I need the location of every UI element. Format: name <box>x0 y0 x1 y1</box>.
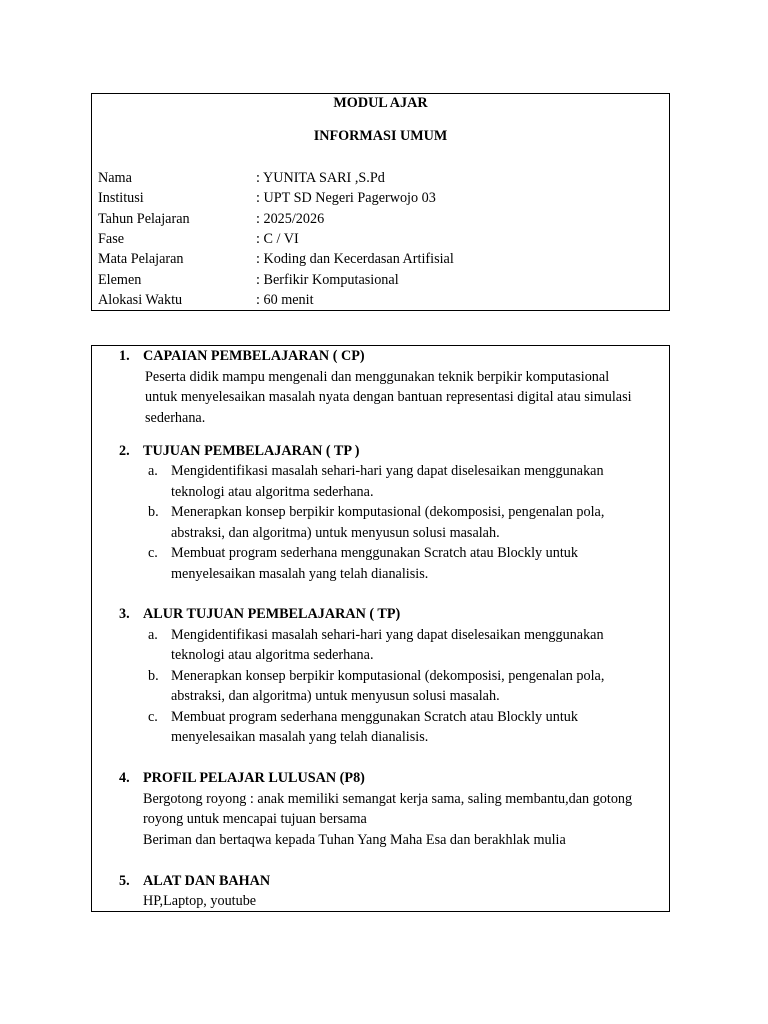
field-label-fase: Fase <box>98 231 125 247</box>
field-label-elemen: Elemen <box>98 272 142 288</box>
section-number-1: 1. <box>119 348 130 364</box>
section-text-line: HP,Laptop, youtube <box>143 893 257 909</box>
list-marker: c. <box>148 709 158 725</box>
field-value-nama: : YUNITA SARI ,S.Pd <box>256 170 385 186</box>
field-label-tahun-pelajaran: Tahun Pelajaran <box>98 211 190 227</box>
list-item-line: Menerapkan konsep berpikir komputasional (dekomposisi, pengenalan pola, <box>171 668 605 684</box>
list-item-line: Mengidentifikasi masalah sehari-hari yang dapat diselesaikan menggunakan <box>171 463 604 479</box>
section-number-4: 4. <box>119 770 130 786</box>
list-item-line: teknologi atau algoritma sederhana. <box>171 484 374 500</box>
list-item-line: Mengidentifikasi masalah sehari-hari yang dapat diselesaikan menggunakan <box>171 627 604 643</box>
section-text-line: Bergotong royong : anak memiliki semangat kerja sama, saling membantu,dan gotong <box>143 791 633 807</box>
section-text-line: untuk menyelesaikan masalah nyata dengan bantuan representasi digital atau simulasi <box>145 389 632 405</box>
list-item-line: menyelesaikan masalah yang telah dianalisis. <box>171 729 429 745</box>
field-value-elemen: : Berfikir Komputasional <box>256 272 399 288</box>
field-value-alokasi-waktu: : 60 menit <box>256 292 314 308</box>
list-item-line: Menerapkan konsep berpikir komputasional (dekomposisi, pengenalan pola, <box>171 504 605 520</box>
section-number-2: 2. <box>119 443 130 459</box>
list-marker: b. <box>148 668 159 684</box>
section-title-tujuan: TUJUAN PEMBELAJARAN ( TP ) <box>143 443 360 459</box>
general-info-box <box>91 93 670 311</box>
section-text-line: Beriman dan bertaqwa kepada Tuhan Yang Maha Esa dan berakhlak mulia <box>143 832 566 848</box>
section-text-line: royong untuk mencapai tujuan bersama <box>143 811 367 827</box>
list-item-line: abstraksi, dan algoritma) untuk menyusun solusi masalah. <box>171 688 500 704</box>
field-label-alokasi-waktu: Alokasi Waktu <box>98 292 183 308</box>
list-marker: c. <box>148 545 158 561</box>
content-sections-box <box>91 345 670 912</box>
section-heading-informasi-umum: INFORMASI UMUM <box>313 128 448 144</box>
list-item-line: teknologi atau algoritma sederhana. <box>171 647 374 663</box>
field-value-institusi: : UPT SD Negeri Pagerwojo 03 <box>256 190 436 206</box>
list-item-line: Membuat program sederhana menggunakan Scratch atau Blockly untuk <box>171 545 578 561</box>
list-item-line: Membuat program sederhana menggunakan Scratch atau Blockly untuk <box>171 709 578 725</box>
section-number-5: 5. <box>119 873 130 889</box>
list-marker: a. <box>148 627 158 643</box>
list-marker: b. <box>148 504 159 520</box>
section-number-3: 3. <box>119 606 130 622</box>
document-title: MODUL AJAR <box>333 95 428 111</box>
section-text-line: Peserta didik mampu mengenali dan menggunakan teknik berpikir komputasional <box>145 369 610 385</box>
section-title-alur-tujuan: ALUR TUJUAN PEMBELAJARAN ( TP) <box>143 606 401 622</box>
section-title-alat-bahan: ALAT DAN BAHAN <box>143 873 271 889</box>
section-title-profil: PROFIL PELAJAR LULUSAN (P8) <box>143 770 365 786</box>
list-item-line: menyelesaikan masalah yang telah dianalisis. <box>171 566 429 582</box>
field-value-mata-pelajaran: : Koding dan Kecerdasan Artifisial <box>256 251 454 267</box>
list-marker: a. <box>148 463 158 479</box>
section-title-capaian: CAPAIAN PEMBELAJARAN ( CP) <box>143 348 365 364</box>
list-item-line: abstraksi, dan algoritma) untuk menyusun solusi masalah. <box>171 525 500 541</box>
field-label-institusi: Institusi <box>98 190 144 206</box>
field-label-nama: Nama <box>98 170 132 186</box>
field-value-tahun-pelajaran: : 2025/2026 <box>256 211 325 227</box>
field-label-mata-pelajaran: Mata Pelajaran <box>98 251 184 267</box>
section-text-line: sederhana. <box>145 410 206 426</box>
field-value-fase: : C / VI <box>256 231 299 247</box>
